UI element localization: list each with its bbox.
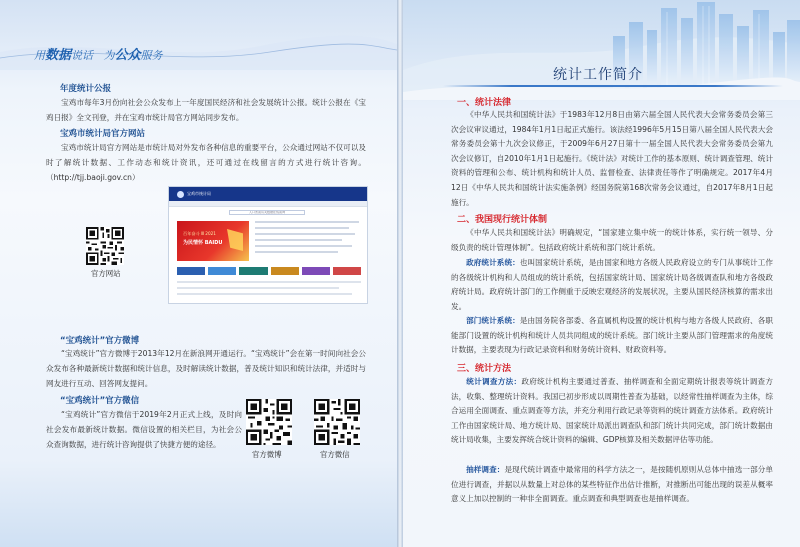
statistics-system-intro: 《中华人民共和国统计法》明确规定，“国家建立集中统一的统计体系，实行统一领导、分级负责的统计管理体制”。包括政府统计系统和部门统计系统。	[451, 228, 773, 252]
wechat-qr-code-icon	[314, 399, 360, 445]
section-heading-statistics-law: 一、统计法律	[457, 98, 512, 108]
website-logo-icon	[177, 191, 184, 198]
wechat-text: “宝鸡统计”官方微信于2019年2月正式上线，及时向社会发布最新统计数据。微信设置的相关栏目，为社会公众查询数据，进行统计咨询提供了快捷方便的途径。	[46, 410, 242, 449]
section-heading-statistics-methods: 三、统计方法	[457, 364, 512, 374]
annual-report-title: 年度统计公报	[60, 84, 112, 94]
section-heading-statistics-system: 二、我国现行统计体制	[457, 215, 548, 225]
survey-methods-text: 统计调查方法：政府统计机构主要通过普查、抽样调查和全面定期统计报表等统计调查方法，收集、整理统计资料。我国已初步形成以周期性普查为基础，以经常性抽样调查为主体，综合运用全面调查、重点调查等方法，并充分利用行政记录等资料的统计调查方法体系。政府统计工作由国家统计局、地方统计局、国家统计局派出调查队和部门统计共同完成，部门统计数据由统计局收集，主要发挥统合统计资料的编辑、GDP核算及相关数据评估等功能。	[451, 377, 774, 445]
website-qr-code-icon	[86, 227, 124, 265]
slogan: 用数据说话 为公众服务	[34, 48, 163, 63]
website-nav	[169, 201, 367, 207]
banner-line-2: 为民情怀 BAIDU	[183, 240, 223, 246]
website-qr-caption: 官方网站	[91, 269, 121, 278]
department-statistics-text: 部门统计系统：是由国务院各部委、各直属机构设置的统计机构与地方各级人民政府、各职能部门设置的统计机构和统计人员共同组成的统计系统。部门统计主要从部门管理需求的角度统计数据，主要表现为行政记录资料和财务统计资料、财政资料等。	[451, 316, 774, 355]
title-divider	[443, 85, 783, 87]
right-page	[403, 0, 800, 547]
page-title: 统计工作简介	[553, 67, 643, 83]
banner-line-1: 百年奋斗 Ⅲ 2021	[183, 231, 216, 236]
left-page	[0, 0, 397, 547]
website-banner	[177, 221, 249, 261]
website-title: 宝鸡市统计局官方网站	[60, 129, 146, 139]
website-screenshot	[168, 186, 368, 304]
statistics-law-text: 《中华人民共和国统计法》于1983年12月8日由第六届全国人民代表大会常务委员会第三次会议审议通过，1984年1月1日起正式施行。该法经1996年5月15日第八届全国人民代表大会常务委员会第十九次会议修正，于2009年6月27日第十一届全国人民代表大会常务委员会第九次会议修订，自2010年1月1日起施行。《统计法》对统计工作的基本原则、统计调查管理、统计资料的管理和公布、统计机构和统计人员、监督检查、法律责任等作了明确规定。2017年4月12日《中华人民共和国统计法实施条例》经国务院第168次常务会议通过，自2017年8月1日起施行。	[451, 110, 773, 207]
government-statistics-text: 政府统计系统：也叫国家统计系统，是由国家和地方各级人民政府设立的专门从事统计工作的各级统计机构和人员组成的统计系统，包括国家统计局、国家统计局各级调查队和地方各级政府统计局。政府统计部门的工作侧重于反映宏观经济的发展状况，主要从国民经济核算的需求出发。	[451, 258, 774, 311]
website-news-list	[255, 221, 359, 257]
weibo-title: “宝鸡统计”官方微博	[60, 336, 140, 346]
website-name: 宝鸡市统计局	[187, 191, 211, 196]
sample-survey-text: 抽样调查：是现代统计调查中最常用的科学方法之一，是按随机原则从总体中抽选一部分单位进行调查，并据以从数量上对总体的某些特征作出估计推断，对推断出可能出现的误差从概率意义上加以控制的一种非全面调查。重点调查和典型调查也是抽样调查。	[451, 465, 774, 504]
wechat-title: “宝鸡统计”官方微信	[60, 396, 140, 406]
website-search-box: 人口普查有关数据在线查询	[229, 210, 305, 215]
website-text: 宝鸡市统计局官方网站是市统计局对外发布各种信息的重要平台，公众通过网站不仅可以及时了解统计数据、工作动态和统计资讯，还可通过在线留言的方式进行统计咨询。（http://tjj.baoji.gov.cn）	[46, 143, 366, 182]
website-tiles	[177, 267, 361, 275]
weibo-text: “宝鸡统计”官方微博于2013年12月在新浪网开通运行。“宝鸡统计”会在第一时间向社会公众发布各种最新统计数据和统计信息，及时解读统计数据，普及统计知识和统计法律，并适时与网友进行互动、回答网友提问。	[46, 349, 366, 388]
annual-report-text: 宝鸡市每年3月份向社会公众发布上一年度国民经济和社会发展统计公报。统计公报在《宝鸡日报》全文刊登，并在宝鸡市统计局官方网站同步发布。	[46, 98, 366, 122]
flag-icon	[227, 229, 243, 251]
website-footer	[177, 281, 361, 299]
weibo-qr-code-icon	[246, 399, 292, 445]
weibo-qr-caption: 官方微博	[252, 450, 282, 459]
website-header	[169, 187, 367, 201]
wechat-qr-caption: 官方微信	[320, 450, 350, 459]
